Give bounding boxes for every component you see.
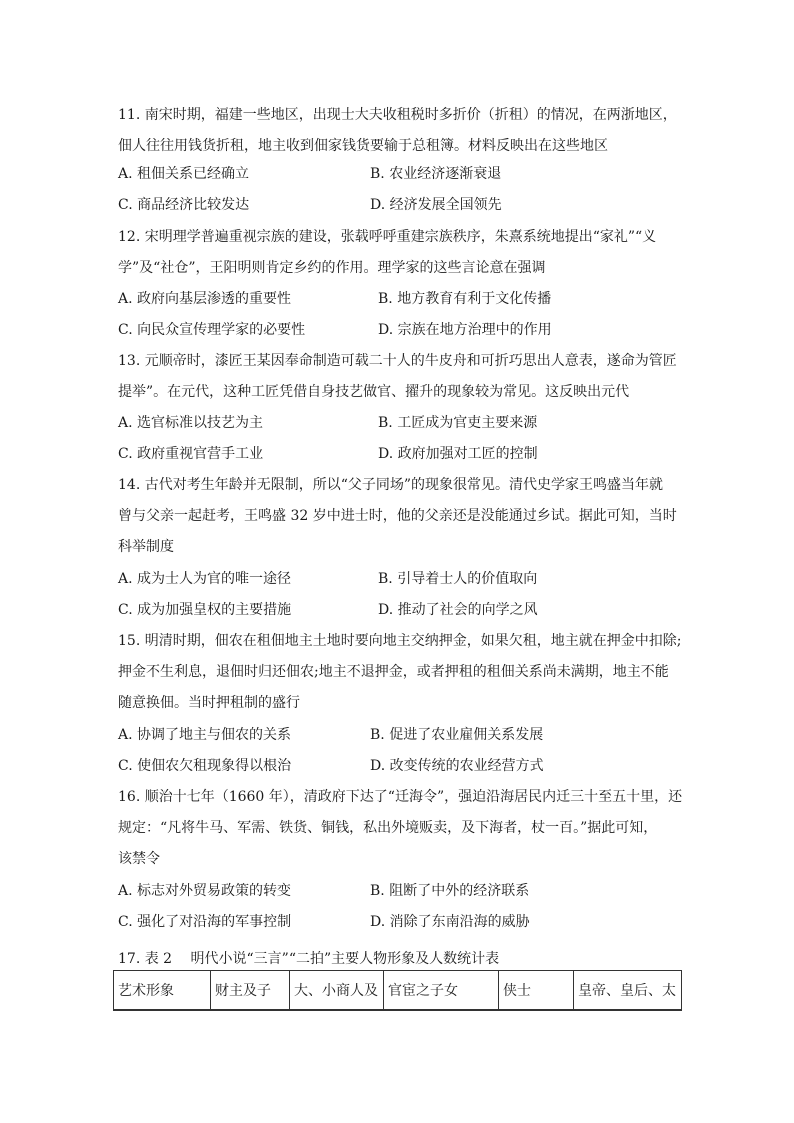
- option-d[interactable]: D. 消除了东南沿海的威胁: [370, 914, 530, 930]
- question-12: [118, 222, 688, 284]
- option-a[interactable]: A. 成为士人为官的唯一途径: [118, 571, 292, 587]
- option-d[interactable]: D. 推动了社会的向学之风: [378, 602, 538, 618]
- option-c[interactable]: C. 政府重视官营手工业: [118, 446, 264, 462]
- question-text: 14. 古代对考生年龄并无限制，所以“父子同场”的现象很常见。清代史学家王鸣盛当年就: [118, 477, 664, 493]
- option-b[interactable]: B. 促进了农业雇佣关系发展: [370, 727, 544, 743]
- question-text: 学”及“社仓”，王阳明则肯定乡约的作用。理学家的这些言论意在强调: [118, 260, 546, 276]
- question-text: 15. 明清时期，佃农在租佃地主土地时要向地主交纳押金，如果欠租，地主就在押金中扣除;: [118, 633, 682, 649]
- option-c[interactable]: C. 向民众宣传理学家的必要性: [118, 322, 306, 338]
- options-12: [118, 284, 688, 346]
- question-text: 11. 南宋时期，福建一些地区，出现士大夫收租税时多折价（折租）的情况，在两浙地区，: [118, 107, 677, 123]
- options-15: [118, 720, 688, 782]
- table-header-cell: 皇帝、皇后、太: [574, 971, 682, 1011]
- question-text: 科举制度: [118, 539, 174, 555]
- question-text: 该禁令: [118, 851, 160, 867]
- table-header-cell: 财主及子: [211, 971, 290, 1011]
- question-13: [118, 346, 688, 408]
- question-text: 12. 宋明理学普遍重视宗族的建设，张载呼呼重建宗族秩序，朱熹系统地提出“家礼”“义: [118, 229, 657, 245]
- question-text: 规定：“凡将牛马、军需、铁货、铜钱，私出外境贩卖，及下海者，杖一百。”据此可知，: [118, 820, 658, 836]
- table-header-cell: 大、小商人及: [290, 971, 384, 1011]
- option-c[interactable]: C. 成为加强皇权的主要措施: [118, 602, 292, 618]
- question-text: 押金不生利息，退佃时归还佃农;地主不退押金，或者押租的租佃关系尚未满期，地主不能: [118, 664, 669, 680]
- question-text: 提举”。在元代，这种工匠凭借自身技艺做官、擢升的现象较为常见。这反映出元代: [118, 384, 630, 400]
- option-b[interactable]: B. 工匠成为官吏主要来源: [378, 415, 538, 431]
- question-14: [118, 470, 688, 563]
- option-a[interactable]: A. 政府向基层渗透的重要性: [118, 291, 292, 307]
- option-c[interactable]: C. 强化了对沿海的军事控制: [118, 914, 292, 930]
- question-text: 随意换佃。当时押租制的盛行: [118, 695, 300, 711]
- question-text: 16. 顺治十七年（1660 年），清政府下达了“迁海令”，强迫沿海居民内迁三十至五十里，还: [118, 789, 683, 805]
- table-caption: 17. 表 2 明代小说“三言”“二拍”主要人物形象及人数统计表: [118, 951, 500, 967]
- stats-table: [113, 970, 682, 1011]
- options-16: [118, 876, 688, 938]
- option-b[interactable]: B. 引导着士人的价值取向: [378, 571, 538, 587]
- options-13: [118, 408, 688, 470]
- options-11: [118, 159, 688, 221]
- option-a[interactable]: A. 标志对外贸易政策的转变: [118, 883, 292, 899]
- option-d[interactable]: D. 宗族在地方治理中的作用: [378, 322, 552, 338]
- option-b[interactable]: B. 阻断了中外的经济联系: [370, 883, 530, 899]
- table-header-cell: 官宦之子女: [384, 971, 499, 1011]
- question-11: [118, 100, 688, 162]
- option-d[interactable]: D. 政府加强对工匠的控制: [378, 446, 538, 462]
- option-c[interactable]: C. 使佃农欠租现象得以根治: [118, 758, 292, 774]
- options-14: [118, 564, 688, 626]
- option-b[interactable]: B. 地方教育有利于文化传播: [378, 291, 552, 307]
- option-b[interactable]: B. 农业经济逐渐衰退: [370, 166, 502, 182]
- question-15: [118, 626, 688, 719]
- option-a[interactable]: A. 租佃关系已经确立: [118, 166, 250, 182]
- option-a[interactable]: A. 选官标准以技艺为主: [118, 415, 264, 431]
- option-a[interactable]: A. 协调了地主与佃农的关系: [118, 727, 292, 743]
- table-row: [114, 971, 682, 1011]
- option-d[interactable]: D. 改变传统的农业经营方式: [370, 758, 544, 774]
- table-header-cell: 侠士: [499, 971, 574, 1011]
- question-16: [118, 782, 688, 875]
- question-text: 佃人往往用钱货折租，地主收到佃家钱货要输于总租簿。材料反映出在这些地区: [118, 138, 608, 154]
- option-d[interactable]: D. 经济发展全国领先: [370, 197, 502, 213]
- table-header-cell: 艺术形象: [114, 971, 211, 1011]
- question-text: 曾与父亲一起赶考，王鸣盛 32 岁中进士时，他的父亲还是没能通过乡试。据此可知，当时: [118, 508, 677, 524]
- question-text: 13. 元顺帝时，漆匠王某因奉命制造可载二十人的牛皮舟和可折巧思出人意表，遂命为管匠: [118, 353, 677, 369]
- option-c[interactable]: C. 商品经济比较发达: [118, 197, 250, 213]
